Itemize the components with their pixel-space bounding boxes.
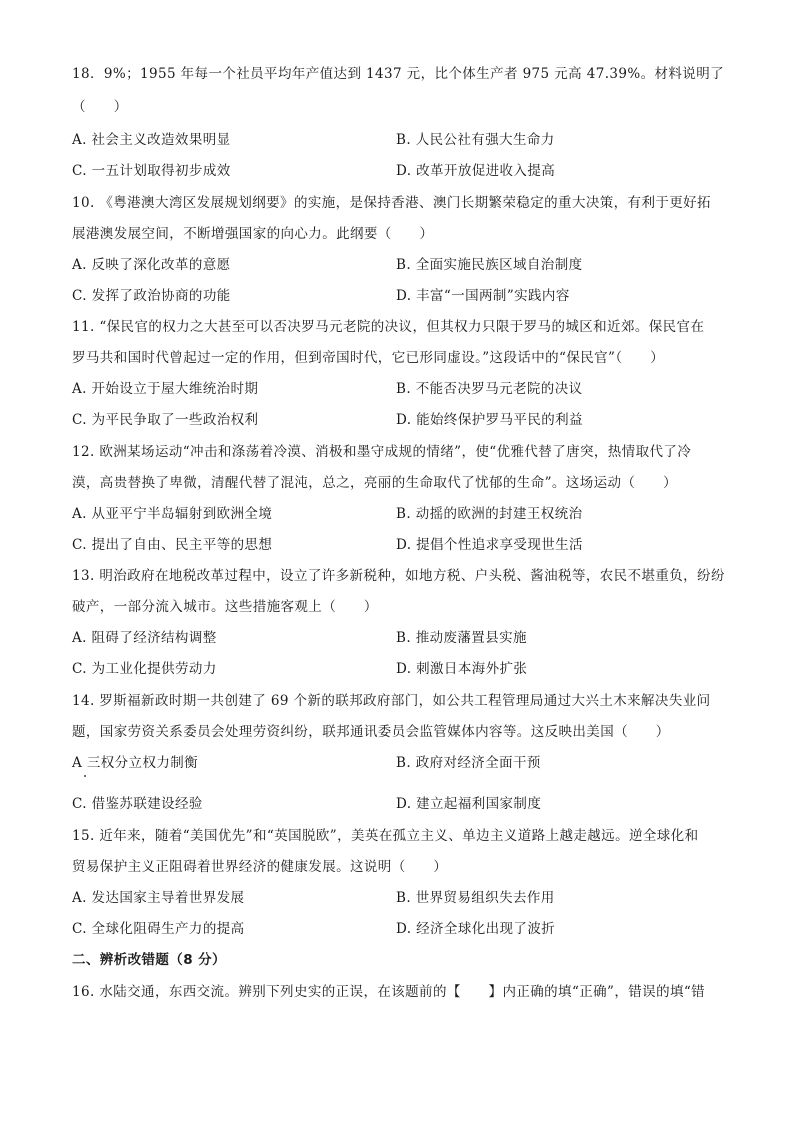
- question-9-option-b: B. 人民公社有强大生命力: [396, 132, 555, 148]
- question-12-line-2: 漠，高贵替换了卑微，清醒代替了混沌，总之，亮丽的生命取代了忧郁的生命”。这场运动（ ）: [72, 475, 677, 491]
- question-13-option-b: B. 推动废藩置县实施: [396, 630, 527, 646]
- question-9-option-d: D. 改革开放促进收入提高: [396, 163, 556, 179]
- question-16-line-1: 16. 水陆交通，东西交流。辨别下列史实的正误，在该题前的【 】内正确的填“正确”，错误的填“错: [72, 984, 706, 1000]
- question-11-line-2: 罗马共和国时代曾起过一定的作用，但到帝国时代，它已形同虚设。”这段话中的“保民官”（ ）: [72, 350, 665, 366]
- question-15-option-b: B. 世界贸易组织失去作用: [396, 890, 555, 906]
- question-13-line-2: 破产，一部分流入城市。这些措施客观上（ ）: [72, 599, 378, 615]
- question-10-option-c: C. 发挥了政治协商的功能: [72, 288, 231, 304]
- question-10-line-2: 展港澳发展空间，不断增强国家的向心力。此纲要（ ）: [72, 226, 434, 242]
- question-13-option-a: A. 阻碍了经济结构调整: [72, 630, 217, 646]
- question-14-option-c: C. 借鉴苏联建设经验: [72, 796, 203, 812]
- question-13-option-d: D. 刺激日本海外扩张: [396, 661, 528, 677]
- question-11-option-d: D. 能始终保护罗马平民的利益: [396, 412, 583, 428]
- question-14-option-d: D. 建立起福利国家制度: [396, 796, 542, 812]
- question-12-option-d: D. 提倡个性追求享受现世生活: [396, 537, 583, 553]
- section-2-title: 二、辨析改错题（8 分）: [72, 952, 226, 968]
- print-speck: [84, 775, 86, 777]
- question-14-line-1: 14. 罗斯福新政时期一共创建了 69 个新的联邦政府部门，如公共工程管理局通过大兴土木来解决失业问: [72, 693, 711, 709]
- question-11-line-1: 11. “保民官的权力之大甚至可以否决罗马元老院的决议，但其权力只限于罗马的城区和近郊。保民官在: [72, 319, 705, 335]
- question-15-line-1: 15. 近年来，随着“美国优先”和“英国脱欧”，美英在孤立主义、单边主义道路上越走越远。逆全球化和: [72, 828, 699, 844]
- question-11-option-c: C. 为平民争取了一些政治权利: [72, 412, 259, 428]
- question-13-line-1: 13. 明治政府在地税改革过程中，设立了许多新税种，如地方税、户头税、酱油税等，农民不堪重负，纷纷: [72, 568, 725, 584]
- question-15-option-c: C. 全球化阻碍生产力的提高: [72, 921, 245, 937]
- question-10-line-1: 10. 《粤港澳大湾区发展规划纲要》的实施，是保持香港、澳门长期繁荣稳定的重大决策，有利于更好拓: [72, 195, 711, 211]
- question-10-option-d: D. 丰富“一国两制”实践内容: [396, 288, 570, 304]
- question-15-line-2: 贸易保护主义正阻碍着世界经济的健康发展。这说明（ ）: [72, 859, 448, 875]
- question-10-option-b: B. 全面实施民族区域自治制度: [396, 257, 583, 273]
- question-14-option-a: A 三权分立权力制衡: [72, 755, 199, 771]
- question-9-option-c: C. 一五计划取得初步成效: [72, 163, 231, 179]
- question-15-option-a: A. 发达国家主导着世界发展: [72, 890, 245, 906]
- question-9-line-1: 18．9%；1955 年每一个社员平均年产值达到 1437 元，比个体生产者 975 元高 47.39%。材料说明了: [72, 66, 724, 82]
- question-10-option-a: A. 反映了深化改革的意愿: [72, 257, 231, 273]
- question-11-option-b: B. 不能否决罗马元老院的决议: [396, 381, 583, 397]
- question-9-option-a: A. 社会主义改造效果明显: [72, 132, 231, 148]
- question-12-option-b: B. 动摇的欧洲的封建王权统治: [396, 506, 583, 522]
- question-15-option-d: D. 经济全球化出现了波折: [396, 921, 556, 937]
- question-14-line-2: 题，国家劳资关系委员会处理劳资纠纷，联邦通讯委员会监管媒体内容等。这反映出美国（ ）: [72, 724, 670, 740]
- question-12-option-c: C. 提出了自由、民主平等的思想: [72, 537, 273, 553]
- question-12-line-1: 12. 欧洲某场运动“冲击和涤荡着冷漠、消极和墨守成规的情绪”，使“优雅代替了唐突，热情取代了冷: [72, 444, 692, 460]
- question-9-line-2: （ ）: [72, 99, 128, 115]
- question-13-option-c: C. 为工业化提供劳动力: [72, 661, 217, 677]
- question-12-option-a: A. 从亚平宁半岛辐射到欧洲全境: [72, 506, 273, 522]
- question-14-option-b: B. 政府对经济全面干预: [396, 755, 541, 771]
- question-11-option-a: A. 开始设立于屋大维统治时期: [72, 381, 259, 397]
